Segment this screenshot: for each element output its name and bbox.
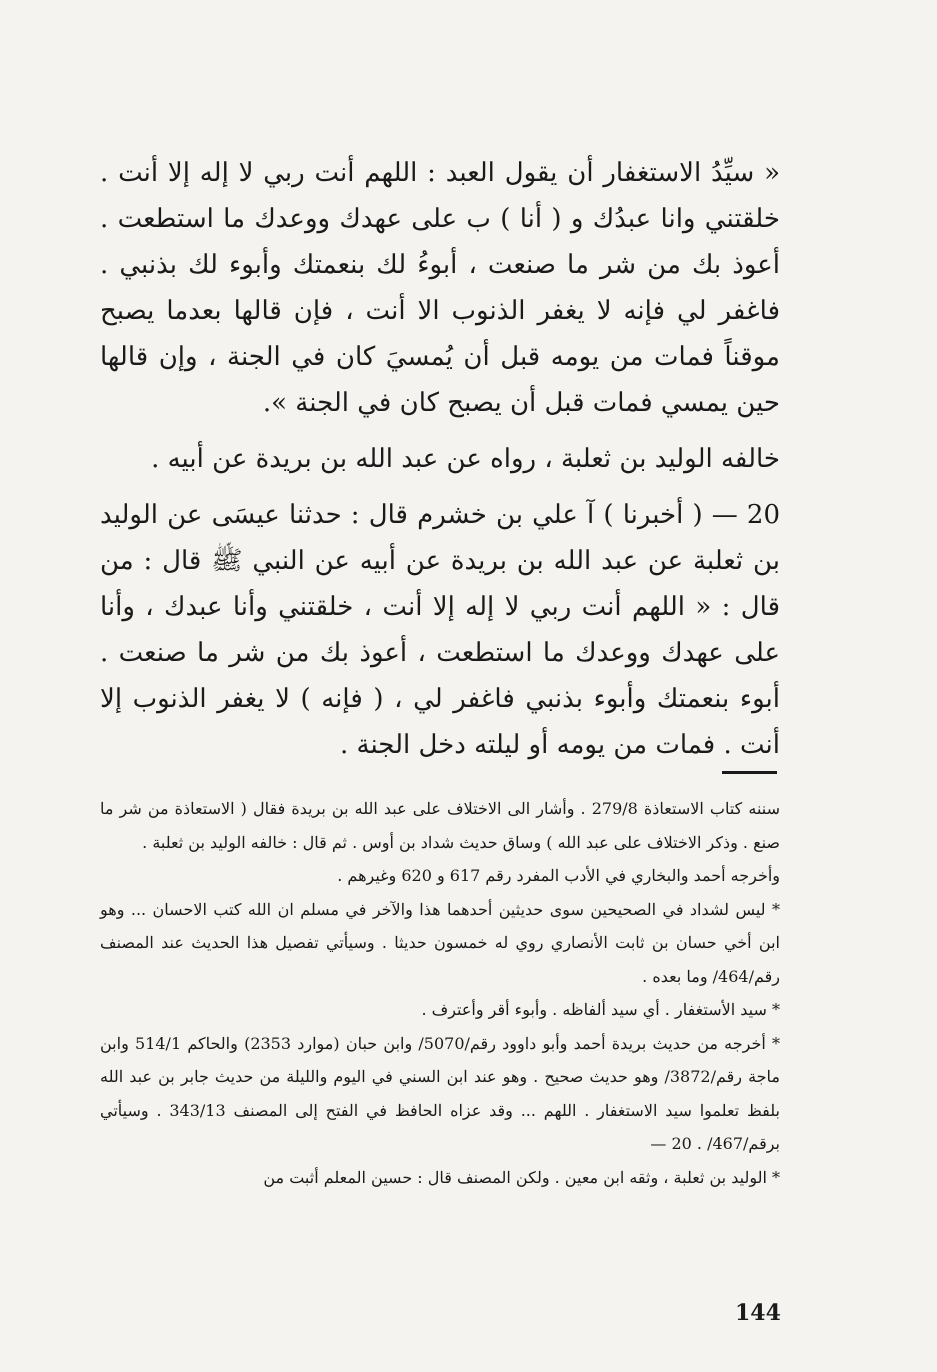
footnote-divider bbox=[722, 771, 777, 774]
footnotes bbox=[100, 792, 780, 1194]
hadith-paragraph: « سيِّدُ الاستغفار أن يقول العبد : اللهم أنت ربي لا إله إلا أنت . خلقتني وانا عبدُك و ( أنا ) ب على عهدك ووعدك ما استطعت . أعوذ بك من شر ما صنعت ، أبوءُ لك بنعمتك وأبوء لك بذنبي . فاغفر لي فإنه لا يغفر الذنوب الا أنت ، فإن قالها بعدما يصبح موقناً فمات من يومه قبل أن يُمسيَ كان في الجنة ، وإن قالها حين يمسي فمات قبل أن يصبح كان في الجنة ». bbox=[100, 158, 780, 418]
hadith-number: 20 bbox=[746, 500, 781, 530]
page-number: 144 bbox=[735, 1300, 781, 1326]
footnote: * الوليد بن ثعلبة ، وثقه ابن معين . ولكن المصنف قال : حسين المعلم أثبت من bbox=[263, 1167, 780, 1187]
footnote: وأخرجه أحمد والبخاري في الأدب المفرد رقم 617 و 620 وغيرهم . bbox=[337, 866, 780, 885]
hadith-text: — ( أخبرنا ) آ علي بن خشرم قال : حدثنا عيسَى عن الوليد بن ثعلبة عن عبد الله بن بريدة عن أبيه عن النبي ﷺ قال : من قال : « اللهم أنت ربي لا إله إلا أنت ، خلقتني وأنا عبدك ، وأنا على عهدك ووعدك ما استطعت ، أعوذ بك من شر ما صنعت . أبوء بنعمتك وأبوء بذنبي فاغفر لي ، ( فإنه ) لا يغفر الذنوب إلا أنت . فمات من يومه أو ليلته دخل الجنة . bbox=[100, 500, 780, 760]
commentary-paragraph: خالفه الوليد بن ثعلبة ، رواه عن عبد الله بن بريدة عن أبيه . bbox=[151, 444, 780, 474]
footnote-number: 20 — bbox=[650, 1134, 692, 1153]
footnote: * سيد الأستغفار . أي سيد ألفاظه . وأبوء أقر وأعترف . bbox=[421, 1000, 780, 1019]
footnote-text: * أخرجه من حديث بريدة أحمد وأبو داوود رقم/5070/ وابن حبان (موارد 2353) والحاكم 514/1 وابن ماجة رقم/3872/ وهو حديث صحيح . وهو عند ابن السني في اليوم والليلة من حديث جابر بن عبد الله بلفظ تعلموا سيد الاستغفار . اللهم ... وقد عزاه الحافظ في الفتح إلى المصنف 343/13 . وسيأتي برقم/467/ . bbox=[100, 1033, 780, 1153]
footnote: * ليس لشداد في الصحيحين سوى حديثين أحدهما هذا والآخر في مسلم ان الله كتب الاحسان ... وهو ابن أخي حسان بن ثابت الأنصاري روي له خمسون حديثا . وسيأتي تفصيل هذا الحديث عند المصنف رقم/464/ وما بعده . bbox=[100, 899, 780, 986]
footnote-20 bbox=[100, 1027, 780, 1161]
main-text bbox=[100, 150, 780, 778]
hadith-paragraph-20 bbox=[100, 492, 780, 768]
footnote: سننه كتاب الاستعاذة 279/8 . وأشار الى الاختلاف على عبد الله بن بريدة فقال ( الاستعاذة من شر ما صنع . وذكر الاختلاف على عبد الله ) وساق حديث شداد بن أوس . ثم قال : خالفه الوليد بن ثعلبة . bbox=[100, 799, 781, 852]
